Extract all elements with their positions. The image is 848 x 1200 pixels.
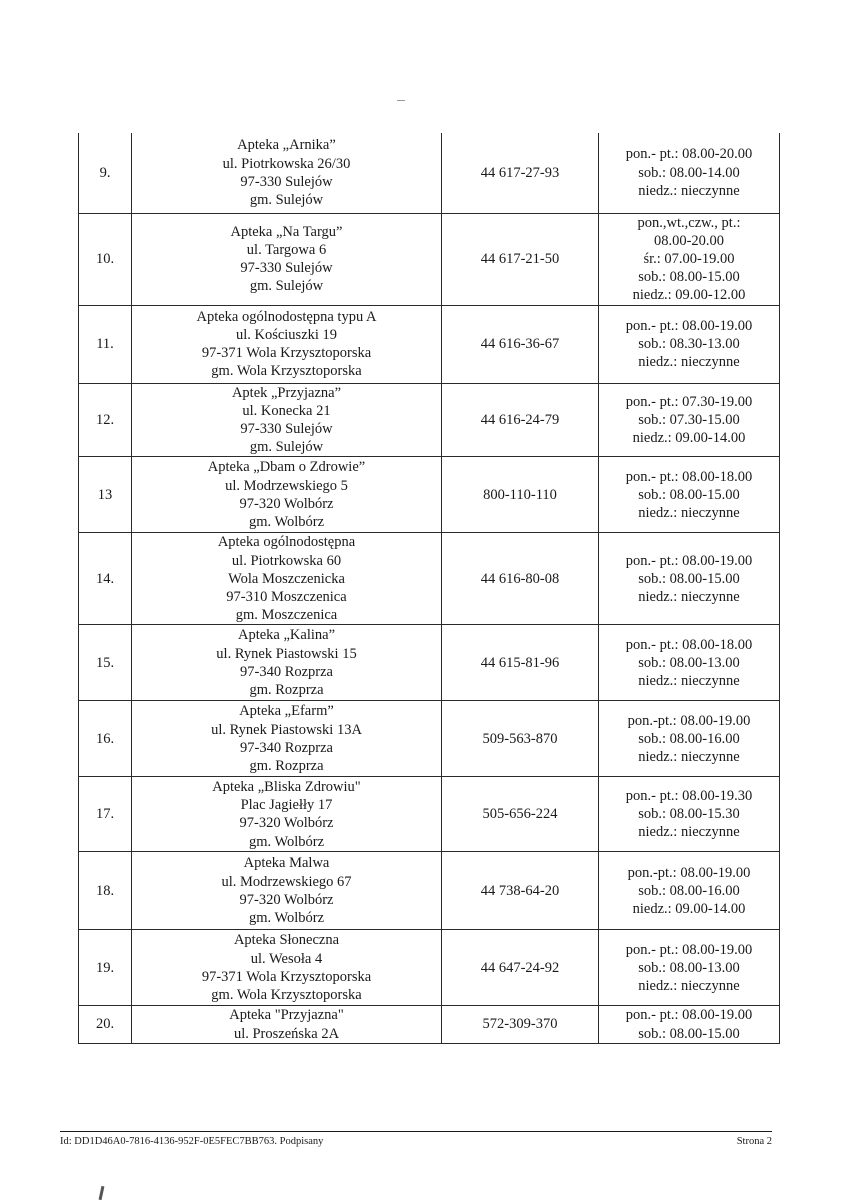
opening-hours-line: pon.- pt.: 08.00-19.00 xyxy=(625,552,753,569)
pharmacy-name-address-line: gm. Wola Krzysztoporska xyxy=(211,987,362,1004)
opening-hours xyxy=(599,852,780,930)
pharmacy-name-address-line: gm. Moszczenica xyxy=(235,607,338,624)
pharmacy-phone: 509-563-870 xyxy=(442,701,599,777)
pharmacy-table-body xyxy=(79,133,780,1043)
row-number: 19. xyxy=(79,930,132,1006)
pharmacy-name-address xyxy=(132,213,442,305)
pharmacy-name-address-line: 97-320 Wolbórz xyxy=(239,495,334,512)
opening-hours-line: 08.00-20.00 xyxy=(653,232,725,249)
scan-dash-mark xyxy=(397,100,405,101)
pharmacy-name-address xyxy=(132,533,442,625)
opening-hours-line: sob.: 08.00-15.00 xyxy=(638,486,740,503)
pharmacy-name-address-line: 97-340 Rozprza xyxy=(239,663,333,680)
pharmacy-name-address-line: 97-330 Sulejów xyxy=(240,173,333,190)
pharmacy-name-address-line: 97-330 Sulejów xyxy=(240,420,333,437)
opening-hours-line: pon.- pt.: 08.00-19.00 xyxy=(625,941,753,958)
pharmacy-name-address xyxy=(132,133,442,213)
pharmacy-name-address-line: Apteka "Przyjazna" xyxy=(229,1007,344,1024)
pharmacy-phone: 44 738-64-20 xyxy=(442,852,599,930)
pharmacy-phone: 505-656-224 xyxy=(442,777,599,852)
opening-hours xyxy=(599,213,780,305)
row-number: 12. xyxy=(79,383,132,457)
opening-hours-line: niedz.: nieczynne xyxy=(638,824,740,841)
opening-hours-line: pon.- pt.: 08.00-19.00 xyxy=(625,317,753,334)
pharmacy-name-address-line: ul. Konecka 21 xyxy=(242,402,331,419)
opening-hours-line: niedz.: nieczynne xyxy=(638,504,740,521)
pharmacy-name-address-line: gm. Wola Krzysztoporska xyxy=(211,363,362,380)
opening-hours-line: niedz.: nieczynne xyxy=(638,588,740,605)
pharmacy-name-address xyxy=(132,383,442,457)
opening-hours-line: sob.: 07.30-15.00 xyxy=(638,411,740,428)
pharmacy-name-address-line: gm. Wolbórz xyxy=(248,833,325,850)
opening-hours-line: sob.: 08.30-13.00 xyxy=(638,335,740,352)
opening-hours-line: sob.: 08.00-15.00 xyxy=(638,570,740,587)
pharmacy-phone: 44 615-81-96 xyxy=(442,625,599,701)
pharmacy-name-address-line: ul. Proszeńska 2A xyxy=(233,1025,340,1042)
pharmacy-name-address-line: 97-320 Wolbórz xyxy=(239,891,334,908)
opening-hours xyxy=(599,930,780,1006)
opening-hours xyxy=(599,777,780,852)
pharmacy-name-address-line: Wola Moszczenicka xyxy=(228,570,345,587)
pharmacy-phone: 572-309-370 xyxy=(442,1006,599,1043)
table-row xyxy=(79,305,780,383)
opening-hours xyxy=(599,533,780,625)
table-row xyxy=(79,777,780,852)
opening-hours-line: pon.-pt.: 08.00-19.00 xyxy=(627,864,751,881)
pharmacy-phone: 800-110-110 xyxy=(442,457,599,533)
document-id: Id: DD1D46A0-7816-4136-952F-0E5FEC7BB763. Podpisany xyxy=(60,1136,324,1147)
row-number: 16. xyxy=(79,701,132,777)
pharmacy-name-address-line: Apteka „Kalina” xyxy=(237,627,336,644)
pharmacy-name-address-line: gm. Rozprza xyxy=(249,682,324,699)
opening-hours-line: sob.: 08.00-15.00 xyxy=(638,1025,740,1042)
pharmacy-name-address xyxy=(132,930,442,1006)
row-number: 10. xyxy=(79,213,132,305)
table-row xyxy=(79,383,780,457)
opening-hours-line: niedz.: nieczynne xyxy=(638,672,740,689)
opening-hours-line: sob.: 08.00-16.00 xyxy=(638,882,740,899)
pharmacy-name-address xyxy=(132,852,442,930)
pharmacy-name-address xyxy=(132,1006,442,1043)
pharmacy-name-address-line: Apteka ogólnodostępna xyxy=(217,534,356,551)
pharmacy-name-address xyxy=(132,305,442,383)
opening-hours xyxy=(599,383,780,457)
table-row xyxy=(79,930,780,1006)
opening-hours xyxy=(599,625,780,701)
pharmacy-name-address-line: Apteka Malwa xyxy=(243,855,330,872)
pharmacy-name-address xyxy=(132,777,442,852)
pharmacy-name-address-line: Aptek „Przyjazna” xyxy=(231,384,342,401)
row-number: 20. xyxy=(79,1006,132,1043)
opening-hours-line: sob.: 08.00-16.00 xyxy=(638,730,740,747)
pharmacy-name-address-line: Apteka Słoneczna xyxy=(233,932,340,949)
pharmacy-name-address-line: 97-310 Moszczenica xyxy=(226,588,347,605)
table-row xyxy=(79,533,780,625)
pharmacy-phone: 44 617-21-50 xyxy=(442,213,599,305)
pharmacy-name-address-line: ul. Rynek Piastowski 15 xyxy=(216,645,357,662)
pharmacy-name-address-line: gm. Sulejów xyxy=(249,278,324,295)
opening-hours-line: niedz.: nieczynne xyxy=(638,748,740,765)
opening-hours-line: sob.: 08.00-15.00 xyxy=(638,269,740,286)
opening-hours-line: pon.- pt.: 08.00-19.30 xyxy=(625,788,753,805)
pharmacy-name-address-line: gm. Sulejów xyxy=(249,439,324,456)
pharmacy-phone: 44 616-80-08 xyxy=(442,533,599,625)
row-number: 17. xyxy=(79,777,132,852)
opening-hours-line: niedz.: nieczynne xyxy=(638,182,740,199)
pharmacy-name-address xyxy=(132,457,442,533)
pharmacy-phone: 44 616-36-67 xyxy=(442,305,599,383)
pharmacy-name-address-line: gm. Rozprza xyxy=(249,758,324,775)
pharmacy-name-address-line: ul. Rynek Piastowski 13A xyxy=(211,721,362,738)
opening-hours-line: pon.- pt.: 08.00-19.00 xyxy=(625,1007,753,1024)
pharmacy-name-address-line: 97-371 Wola Krzysztoporska xyxy=(201,968,372,985)
pharmacy-name-address-line: Apteka „Dbam o Zdrowie” xyxy=(207,459,366,476)
pharmacy-phone: 44 616-24-79 xyxy=(442,383,599,457)
row-number: 13 xyxy=(79,457,132,533)
table-row xyxy=(79,133,780,213)
pharmacy-name-address-line: 97-320 Wolbórz xyxy=(239,815,334,832)
pharmacy-name-address-line: ul. Modrzewskiego 67 xyxy=(221,873,352,890)
opening-hours-line: niedz.: 09.00-12.00 xyxy=(632,287,746,304)
pharmacy-name-address-line: gm. Sulejów xyxy=(249,191,324,208)
pharmacy-name-address-line: 97-340 Rozprza xyxy=(239,739,333,756)
opening-hours-line: pon.- pt.: 08.00-18.00 xyxy=(625,468,753,485)
table-row xyxy=(79,701,780,777)
opening-hours xyxy=(599,701,780,777)
pharmacy-name-address-line: Apteka „Bliska Zdrowiu" xyxy=(212,778,361,795)
row-number: 9. xyxy=(79,133,132,213)
pharmacy-phone: 44 647-24-92 xyxy=(442,930,599,1006)
pharmacy-name-address-line: ul. Piotrkowska 60 xyxy=(231,552,342,569)
table-row xyxy=(79,852,780,930)
pharmacy-name-address-line: ul. Piotrkowska 26/30 xyxy=(222,155,351,172)
row-number: 15. xyxy=(79,625,132,701)
scan-artifact-mark xyxy=(99,1186,105,1200)
opening-hours-line: pon.- pt.: 07.30-19.00 xyxy=(625,393,753,410)
pharmacy-name-address-line: 97-371 Wola Krzysztoporska xyxy=(201,345,372,362)
opening-hours-line: niedz.: nieczynne xyxy=(638,977,740,994)
pharmacy-name-address-line: ul. Targowa 6 xyxy=(246,241,327,258)
pharmacy-name-address-line: ul. Kościuszki 19 xyxy=(235,326,338,343)
table-row xyxy=(79,625,780,701)
table-row xyxy=(79,1006,780,1043)
page-number: Strona 2 xyxy=(736,1136,772,1147)
row-number: 18. xyxy=(79,852,132,930)
row-number: 11. xyxy=(79,305,132,383)
pharmacy-name-address-line: Plac Jagiełły 17 xyxy=(240,797,333,814)
opening-hours-line: pon.- pt.: 08.00-18.00 xyxy=(625,636,753,653)
opening-hours xyxy=(599,305,780,383)
opening-hours-line: pon.,wt.,czw., pt.: xyxy=(637,214,741,231)
pharmacy-name-address-line: Apteka „Na Targu” xyxy=(230,223,343,240)
footer-rule xyxy=(60,1131,772,1132)
opening-hours-line: pon.- pt.: 08.00-20.00 xyxy=(625,146,753,163)
opening-hours xyxy=(599,457,780,533)
pharmacy-name-address-line: Apteka „Arnika” xyxy=(237,137,336,154)
pharmacy-name-address xyxy=(132,701,442,777)
pharmacy-name-address-line: gm. Wolbórz xyxy=(248,910,325,927)
pharmacy-name-address-line: Apteka „Efarm” xyxy=(239,703,334,720)
opening-hours-line: sob.: 08.00-13.00 xyxy=(638,959,740,976)
opening-hours-line: sob.: 08.00-13.00 xyxy=(638,654,740,671)
opening-hours-line: pon.-pt.: 08.00-19.00 xyxy=(627,712,751,729)
table-row xyxy=(79,457,780,533)
opening-hours-line: śr.: 07.00-19.00 xyxy=(643,250,735,267)
pharmacy-phone: 44 617-27-93 xyxy=(442,133,599,213)
pharmacy-name-address xyxy=(132,625,442,701)
opening-hours-line: sob.: 08.00-15.30 xyxy=(638,806,740,823)
opening-hours-line: niedz.: 09.00-14.00 xyxy=(632,430,746,447)
opening-hours xyxy=(599,133,780,213)
pharmacy-name-address-line: Apteka ogólnodostępna typu A xyxy=(196,308,377,325)
pharmacy-name-address-line: gm. Wolbórz xyxy=(248,514,325,531)
pharmacy-name-address-line: ul. Wesoła 4 xyxy=(250,950,323,967)
pharmacy-name-address-line: ul. Modrzewskiego 5 xyxy=(225,477,348,494)
table-row xyxy=(79,213,780,305)
opening-hours-line: niedz.: 09.00-14.00 xyxy=(632,900,746,917)
opening-hours-line: sob.: 08.00-14.00 xyxy=(638,164,740,181)
pharmacy-name-address-line: 97-330 Sulejów xyxy=(240,260,333,276)
opening-hours-line: niedz.: nieczynne xyxy=(638,354,740,371)
pharmacy-table xyxy=(78,133,780,1044)
row-number: 14. xyxy=(79,533,132,625)
opening-hours xyxy=(599,1006,780,1043)
